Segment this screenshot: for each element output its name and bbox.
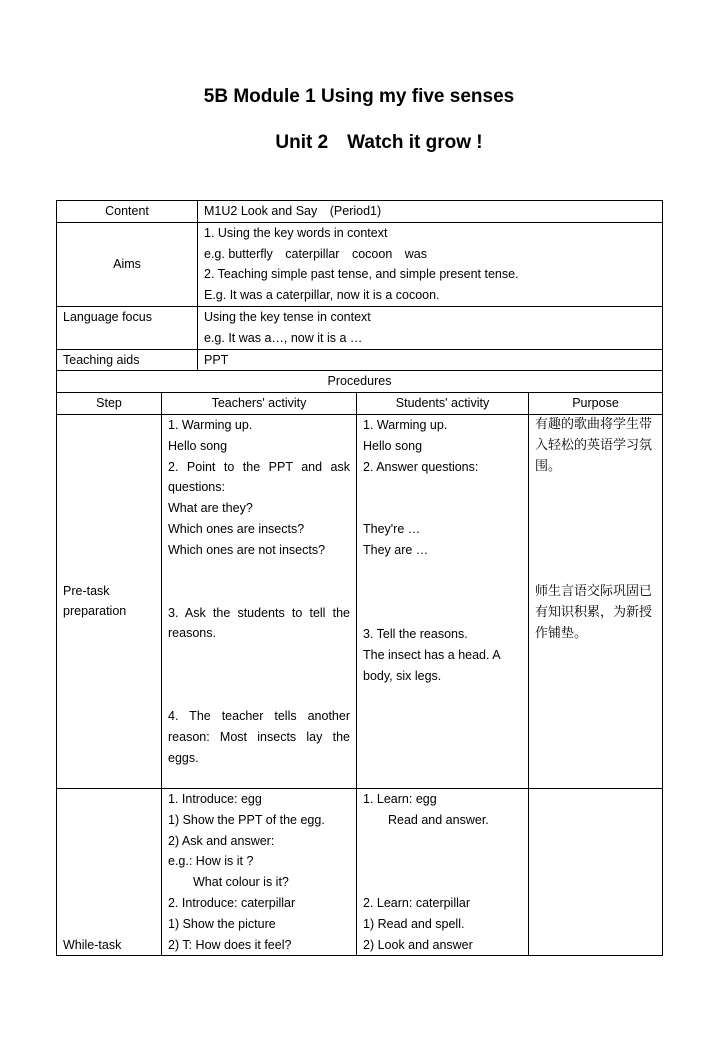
student-line: 1. Learn: egg <box>363 791 437 806</box>
language-focus-label: Language focus <box>57 306 198 349</box>
content-row <box>57 201 663 223</box>
teacher-line: 2) T: How does it feel? <box>168 937 292 952</box>
pre-task-teacher-activity <box>162 414 357 788</box>
teaching-aids-value: PPT <box>198 349 663 371</box>
aims-line: 2. Teaching simple past tense, and simple present tense. <box>204 267 519 282</box>
student-line: 1) Read and spell. <box>363 916 465 931</box>
pre-task-row <box>57 414 663 788</box>
procedures-row <box>57 371 663 393</box>
teacher-line: 2) Ask and answer: <box>168 833 275 848</box>
while-task-student-activity <box>357 788 529 955</box>
header-purpose: Purpose <box>529 393 663 415</box>
content-value: M1U2 Look and Say (Period1) <box>198 201 663 223</box>
language-focus-row <box>57 306 663 349</box>
teacher-line: 4. The teacher tells another reason: Most insects lay the eggs. <box>168 709 350 765</box>
teacher-line: 1. Introduce: egg <box>168 791 262 806</box>
student-line: 2) Look and answer <box>363 937 473 952</box>
student-line: 2. Answer questions: <box>363 459 479 474</box>
student-line: The insect has a head. A body, six legs. <box>363 647 500 683</box>
teacher-line: 2. Point to the PPT and ask questions: <box>168 459 350 495</box>
aims-line: e.g. butterfly caterpillar cocoon was <box>204 246 428 261</box>
teacher-line: 2. Introduce: caterpillar <box>168 895 296 910</box>
content-label: Content <box>57 201 198 223</box>
page-subtitle: Unit 2 Watch it grow ! <box>275 132 483 153</box>
teacher-line: e.g.: How is it ? <box>168 854 254 869</box>
pre-task-student-activity <box>357 414 529 788</box>
teacher-line: Hello song <box>168 438 228 453</box>
purpose-text: 有趣的歌曲将学生带入轻松的英语学习氛围。 <box>535 416 653 474</box>
header-step: Step <box>57 393 162 415</box>
teacher-line: 3. Ask the students to tell the reasons. <box>168 605 350 641</box>
header-teachers-activity: Teachers' activity <box>162 393 357 415</box>
page-title: 5B Module 1 Using my five senses <box>203 86 515 107</box>
pre-task-purpose <box>529 414 663 788</box>
purpose-text: 师生言语交际巩固已有知识积累，为新授作铺垫。 <box>535 584 653 641</box>
teacher-line: 1. Warming up. <box>168 417 253 432</box>
step-while-task: While-task <box>57 788 162 955</box>
teacher-line: Which ones are insects? <box>168 521 305 536</box>
procedures-header-row <box>57 393 663 415</box>
student-line: Read and answer. <box>363 812 489 827</box>
teacher-line: What are they? <box>168 501 253 516</box>
language-focus-line: Using the key tense in context <box>204 309 371 324</box>
teacher-line: Which ones are not insects? <box>168 542 326 557</box>
aims-line: 1. Using the key words in context <box>204 225 388 240</box>
teaching-aids-label: Teaching aids <box>57 349 198 371</box>
teacher-line: 1) Show the PPT of the egg. <box>168 812 325 827</box>
teacher-line: 1) Show the picture <box>168 916 276 931</box>
language-focus-line: e.g. It was a…, now it is a … <box>204 330 363 345</box>
aims-line: E.g. It was a caterpillar, now it is a cocoon. <box>204 288 440 303</box>
lesson-plan-table <box>56 200 663 956</box>
aims-label: Aims <box>57 222 198 306</box>
language-focus-list <box>198 306 663 349</box>
teacher-line: What colour is it? <box>168 875 289 890</box>
step-pre-task: Pre-task preparation <box>57 414 162 788</box>
aims-row <box>57 222 663 306</box>
student-line: 3. Tell the reasons. <box>363 626 468 641</box>
procedures-title: Procedures <box>57 371 663 393</box>
while-task-purpose <box>529 788 663 955</box>
teaching-aids-row <box>57 349 663 371</box>
student-line: 1. Warming up. <box>363 417 448 432</box>
student-line: They're … <box>363 522 421 537</box>
header-students-activity: Students' activity <box>357 393 529 415</box>
while-task-teacher-activity <box>162 788 357 955</box>
student-line: 2. Learn: caterpillar <box>363 895 471 910</box>
while-task-row <box>57 788 663 955</box>
student-line: Hello song <box>363 438 423 453</box>
student-line: They are … <box>363 543 429 558</box>
aims-list <box>198 222 663 306</box>
